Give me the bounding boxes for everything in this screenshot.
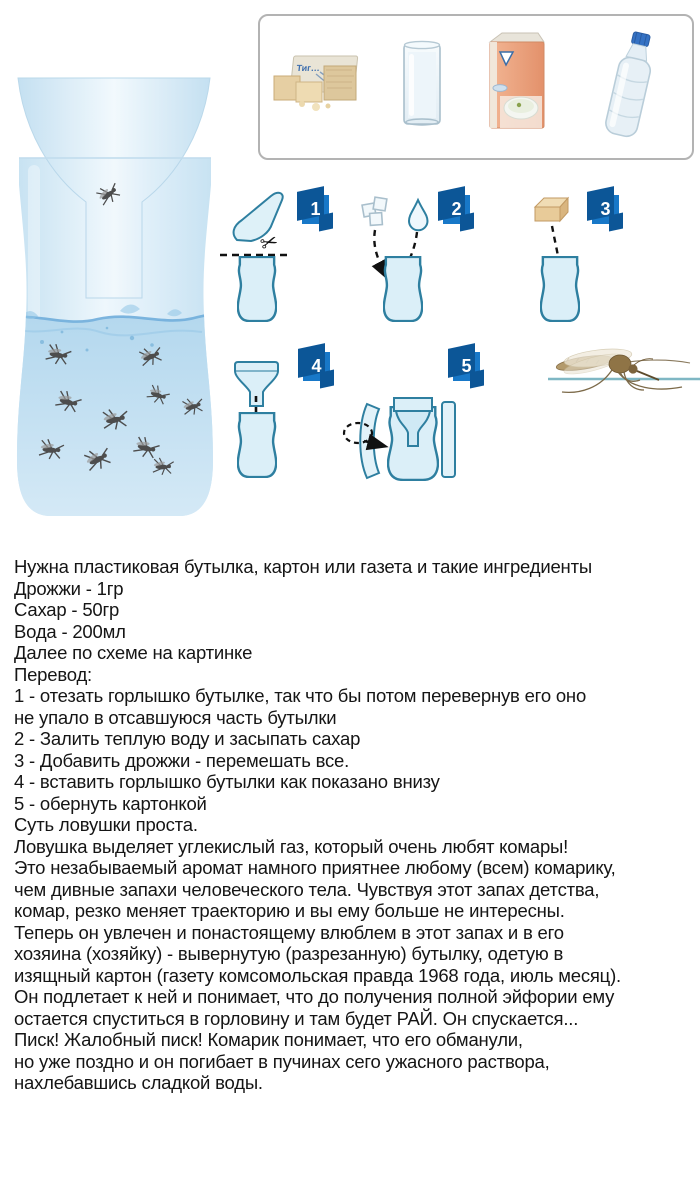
ingredient-line: Вода - 200мл [14, 620, 126, 642]
essence-line: Писк! Жалобный писк! Комарик понимает, что его обманули, [14, 1029, 523, 1050]
essence-line: Это незабываемый аромат намного приятнее любому (всем) комарику, [14, 857, 616, 878]
step-4-diagram [235, 362, 278, 477]
essence-line: но уже поздно и он погибает в пучинах сего ужасного раствора, [14, 1050, 550, 1072]
essence-line: изящный картон (газету комсомольская правда 1968 года, июль месяц). [14, 964, 621, 986]
step-badge-2 [443, 195, 470, 224]
essence-line: комар, резко меняет траекторию и вы ему больше не интересны. [14, 900, 565, 921]
essence-line: Он подлетает к ней и понимает, что до получения полной эйфории ему [14, 986, 615, 1007]
essence-line: хозяина (хозяйку) - вывернутую (разрезанную) бутылку, одетую в [14, 943, 564, 964]
step-number: 5 [461, 356, 472, 376]
svg-text:Тиг…: Тиг… [296, 63, 321, 73]
ingredients-panel [258, 14, 694, 160]
instructions-text [14, 556, 692, 1094]
essence-line: Суть ловушки проста. [14, 814, 198, 835]
step-badge-5 [453, 352, 480, 381]
step-number: 3 [600, 199, 611, 219]
step-2-diagram [362, 197, 427, 321]
translation-line: 1 - отезать горлышко бутылке, так что бы потом перевернув его оно [14, 685, 587, 706]
yeast-pack-icon [274, 56, 358, 111]
essence-line: Теперь он увлечен и понастоящему влюблем в этот запах и в его [14, 921, 564, 943]
scissors-icon: ✂ [257, 228, 282, 257]
step-badge-4 [303, 352, 330, 381]
intro-line: Нужна пластиковая бутылка, картон или газета и такие ингредиенты [14, 556, 592, 577]
step-1-diagram [220, 193, 292, 321]
step-badge-1 [302, 195, 329, 224]
translation-line: 3 - Добавить дрожжи - перемешать все. [14, 749, 350, 771]
sugar-carton-icon [490, 33, 544, 128]
step-badge-3 [592, 195, 619, 224]
plastic-bottle-icon [604, 30, 659, 139]
cardboard-left-sheet [360, 404, 379, 478]
step-number: 4 [311, 356, 322, 376]
trap-illustration [2, 70, 227, 540]
step-number: 2 [451, 199, 462, 219]
ingredient-line: Сахар - 50гр [14, 599, 120, 620]
water-drop-icon [409, 200, 428, 230]
step-number: 1 [310, 199, 321, 219]
essence-line: остается спуститься в горловину и там будет РАЙ. Он спускается... [14, 1007, 579, 1029]
water-glass-icon [404, 41, 440, 125]
mosquito-icon [555, 346, 690, 392]
step-3-diagram [535, 198, 579, 321]
translation-line: 5 - обернуть картонкой [14, 792, 207, 814]
ingredient-line: Дрожжи - 1гр [14, 577, 124, 599]
scheme-note-line: Далее по схеме на картинке [14, 642, 253, 663]
ingredients-photos [260, 16, 692, 158]
translation-line: 4 - вставить горлышко бутылки как показано внизу [14, 771, 440, 792]
yeast-block-icon [535, 198, 568, 221]
cardboard-right-sheet [442, 402, 455, 477]
translation-line: не упало в отсавшуюся часть бутылки [14, 706, 337, 728]
essence-line: Ловушка выделяет углекислый газ, который очень любят комары! [14, 835, 569, 857]
essence-line: нахлебавшись сладкой воды. [14, 1072, 263, 1093]
essence-line: чем дивные запахи человеческого тела. Чувствуя этот запах детства, [14, 878, 600, 900]
translation-title: Перевод: [14, 663, 93, 685]
step-5-diagram [344, 398, 455, 480]
translation-line: 2 - Залить теплую воду и засыпать сахар [14, 728, 361, 749]
mosquito-photo [520, 330, 700, 405]
